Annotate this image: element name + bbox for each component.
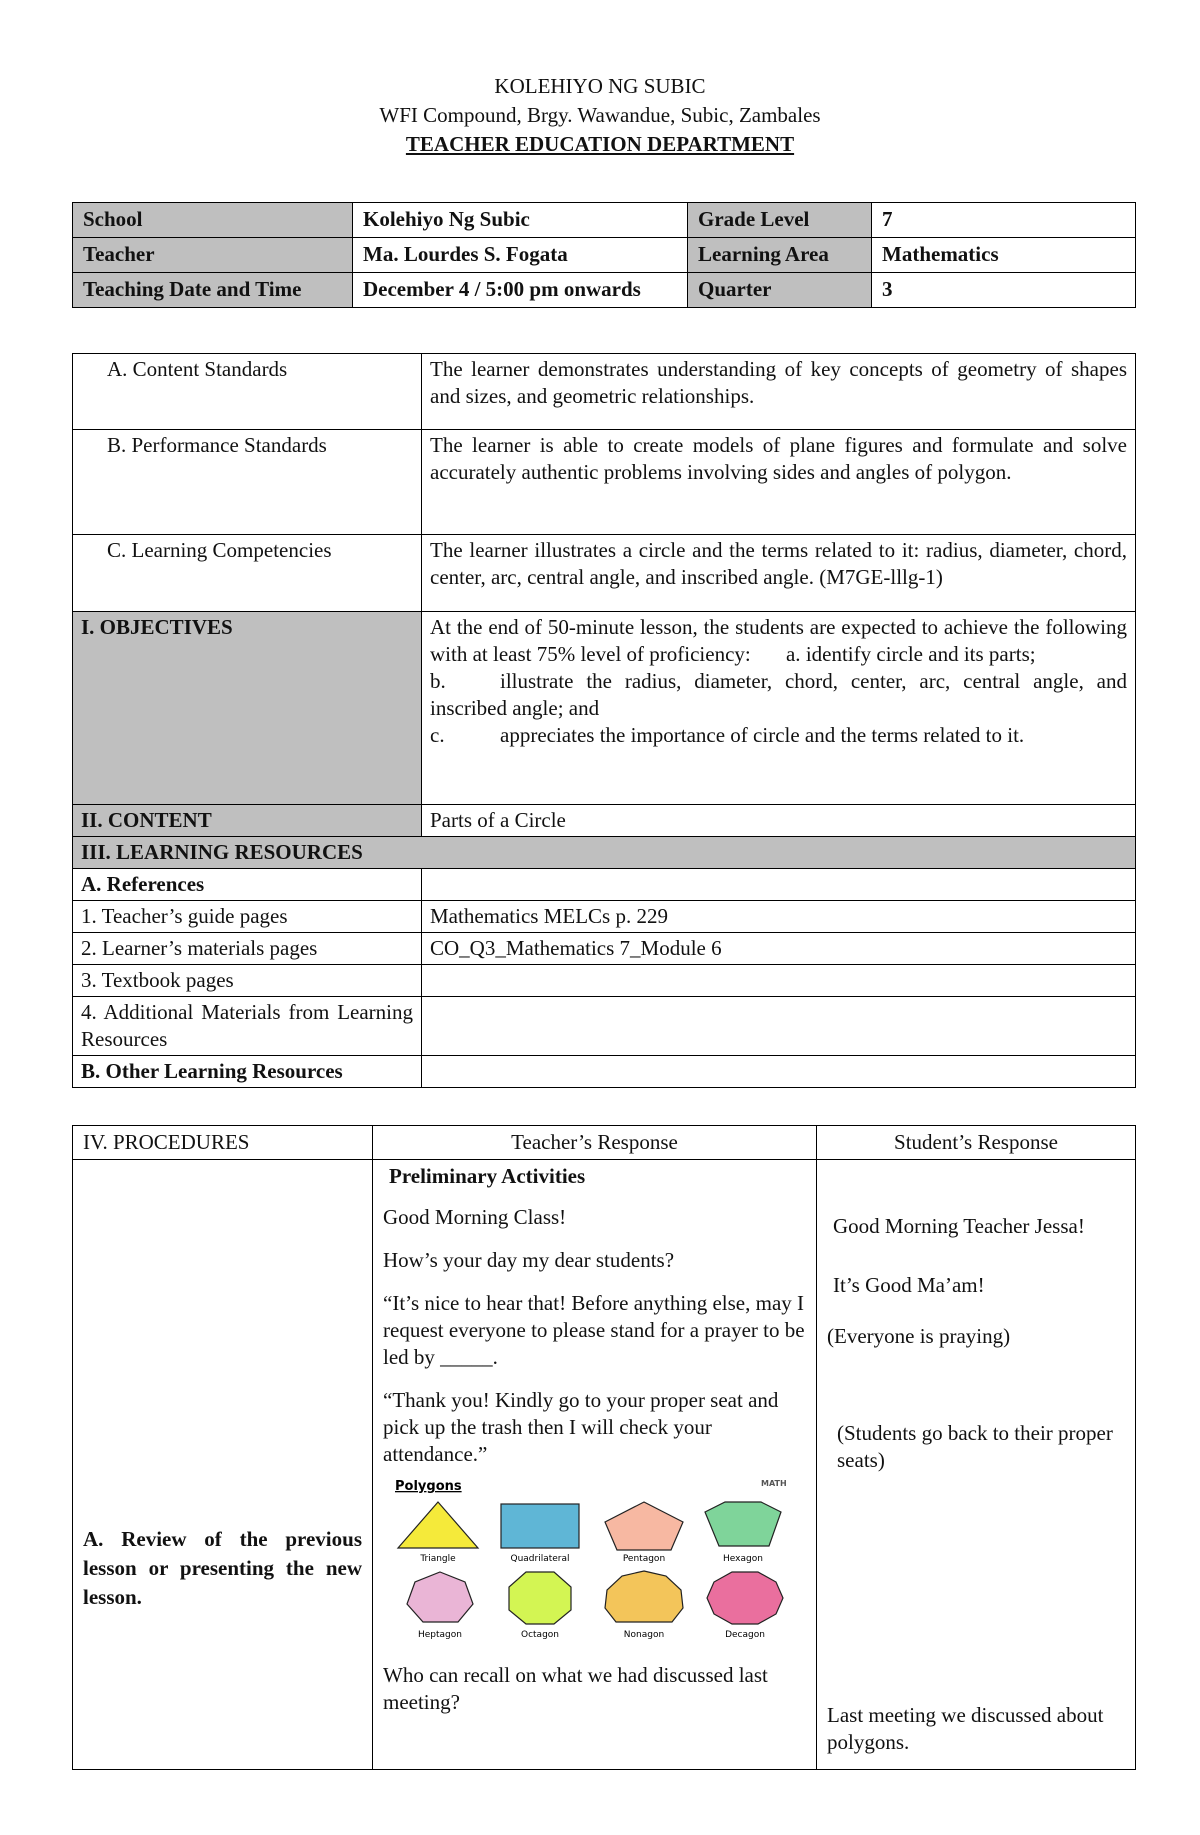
- student-praying: (Everyone is praying): [827, 1324, 1011, 1348]
- teacher-response-cell: [373, 1160, 817, 1770]
- teacher-label: Teacher: [73, 238, 353, 273]
- procedure-step-cell: [73, 1160, 373, 1770]
- teacher-greeting: Good Morning Class!: [383, 1205, 567, 1229]
- polygons-figure-title: Polygons: [395, 1479, 462, 1494]
- references-label: A. References: [73, 869, 422, 901]
- objective-a-marker: a.: [785, 642, 801, 666]
- other-resources-value: [422, 1056, 1136, 1088]
- heptagon-shape: [407, 1572, 473, 1622]
- teacher-value: Ma. Lourdes S. Fogata: [353, 238, 688, 273]
- document-header: [0, 72, 1200, 159]
- review-step-label: A. Review of the previous lesson or presenting the new lesson.: [83, 1527, 362, 1609]
- procedures-header: IV. PROCEDURES: [73, 1126, 373, 1160]
- teacher-response-header: Teacher’s Response: [373, 1126, 817, 1160]
- info-table: [72, 202, 1136, 308]
- objectives-intro: At the end of 50-minute lesson, the students are expected to achieve the following with at least 75% level of proficiency:: [430, 615, 1127, 666]
- octagon-shape: [509, 1572, 571, 1624]
- other-resources-label: B. Other Learning Resources: [73, 1056, 422, 1088]
- octagon-label: Octagon: [521, 1630, 559, 1640]
- textbook-label: 3. Textbook pages: [73, 965, 422, 997]
- school-label: School: [73, 203, 353, 238]
- content-standards-text: The learner demonstrates understanding of key concepts of geometry of shapes and sizes, and geometric relationships.: [422, 354, 1136, 430]
- school-value: Kolehiyo Ng Subic: [353, 203, 688, 238]
- area-label: Learning Area: [688, 238, 872, 273]
- polygons-figure-brand: MATH: [761, 1479, 787, 1488]
- nonagon-label: Nonagon: [623, 1630, 665, 1640]
- date-value: December 4 / 5:00 pm onwards: [353, 273, 688, 308]
- hexagon-shape: [705, 1502, 781, 1546]
- objective-b-text: illustrate the radius, diameter, chord, center, arc, central angle, and inscribed angle; and: [430, 669, 1127, 720]
- learning-resources-label: III. LEARNING RESOURCES: [73, 837, 1136, 869]
- learner-materials-value: CO_Q3_Mathematics 7_Module 6: [422, 933, 1136, 965]
- student-greeting: Good Morning Teacher Jessa!: [833, 1214, 1085, 1238]
- decagon-label: Decagon: [725, 1630, 765, 1640]
- learning-competencies-label: C. Learning Competencies: [73, 535, 422, 612]
- content-value: Parts of a Circle: [422, 805, 1136, 837]
- decagon-shape: [707, 1572, 783, 1624]
- polygons-figure: [383, 1472, 803, 1642]
- teacher-guide-label: 1. Teacher’s guide pages: [73, 901, 422, 933]
- pentagon-label: Pentagon: [622, 1554, 666, 1564]
- performance-standards-label: B. Performance Standards: [73, 430, 422, 535]
- student-response-cell: [817, 1160, 1136, 1770]
- additional-materials-label: 4. Additional Materials from Learning Resources: [73, 997, 422, 1056]
- heptagon-label: Heptagon: [418, 1630, 462, 1640]
- triangle-label: Triangle: [420, 1554, 456, 1564]
- teacher-question-day: How’s your day my dear students?: [383, 1248, 675, 1272]
- triangle-shape: [398, 1502, 478, 1548]
- hexagon-label: Hexagon: [723, 1554, 763, 1564]
- school-address: WFI Compound, Brgy. Wawandue, Subic, Zambales: [379, 103, 821, 127]
- school-name: KOLEHIYO NG SUBIC: [494, 74, 706, 98]
- textbook-value: [422, 965, 1136, 997]
- lesson-table: [72, 353, 1136, 1088]
- additional-materials-value: [422, 997, 1136, 1056]
- content-standards-label: A. Content Standards: [73, 354, 422, 430]
- objective-c-marker: c.: [430, 723, 445, 747]
- procedures-table: [72, 1125, 1136, 1770]
- performance-standards-text: The learner is able to create models of plane figures and formulate and solve accurately authentic problems involving sides and angles of polygon.: [422, 430, 1136, 535]
- teacher-guide-value: Mathematics MELCs p. 229: [422, 901, 1136, 933]
- teacher-recall-question: Who can recall on what we had discussed last meeting?: [383, 1663, 768, 1714]
- area-value: Mathematics: [872, 238, 1136, 273]
- nonagon-shape: [605, 1571, 683, 1622]
- quadrilateral-shape: [501, 1504, 579, 1548]
- student-day-answer: It’s Good Ma’am!: [833, 1273, 985, 1297]
- teacher-prayer-request: “It’s nice to hear that! Before anything else, may I request everyone to please stand for a prayer to be led by _____.: [383, 1291, 805, 1369]
- quadrilateral-label: Quadrilateral: [510, 1554, 570, 1564]
- pentagon-shape: [605, 1502, 683, 1550]
- objective-b-marker: b.: [430, 669, 446, 693]
- date-label: Teaching Date and Time: [73, 273, 353, 308]
- student-response-header: Student’s Response: [817, 1126, 1136, 1160]
- quarter-label: Quarter: [688, 273, 872, 308]
- objective-c-text: appreciates the importance of circle and the terms related to it.: [500, 723, 1025, 747]
- student-seats: (Students go back to their proper seats): [837, 1421, 1113, 1472]
- objectives-label: I. OBJECTIVES: [73, 612, 422, 805]
- learning-competencies-text: The learner illustrates a circle and the terms related to it: radius, diameter, chord, center, arc, central angle, and inscribed angle. (M7GE-lllg-1): [422, 535, 1136, 612]
- preliminary-activities: Preliminary Activities: [389, 1164, 586, 1188]
- references-value: [422, 869, 1136, 901]
- objectives-text: [422, 612, 1136, 805]
- grade-value: 7: [872, 203, 1136, 238]
- learner-materials-label: 2. Learner’s materials pages: [73, 933, 422, 965]
- teacher-seat-instruction: “Thank you! Kindly go to your proper seat and pick up the trash then I will check your attendance.”: [383, 1388, 779, 1466]
- student-recall-answer: Last meeting we discussed about polygons.: [827, 1703, 1104, 1754]
- objective-a-text: identify circle and its parts;: [805, 642, 1036, 666]
- department-title: TEACHER EDUCATION DEPARTMENT: [405, 132, 795, 156]
- quarter-value: 3: [872, 273, 1136, 308]
- content-label: II. CONTENT: [73, 805, 422, 837]
- grade-label: Grade Level: [688, 203, 872, 238]
